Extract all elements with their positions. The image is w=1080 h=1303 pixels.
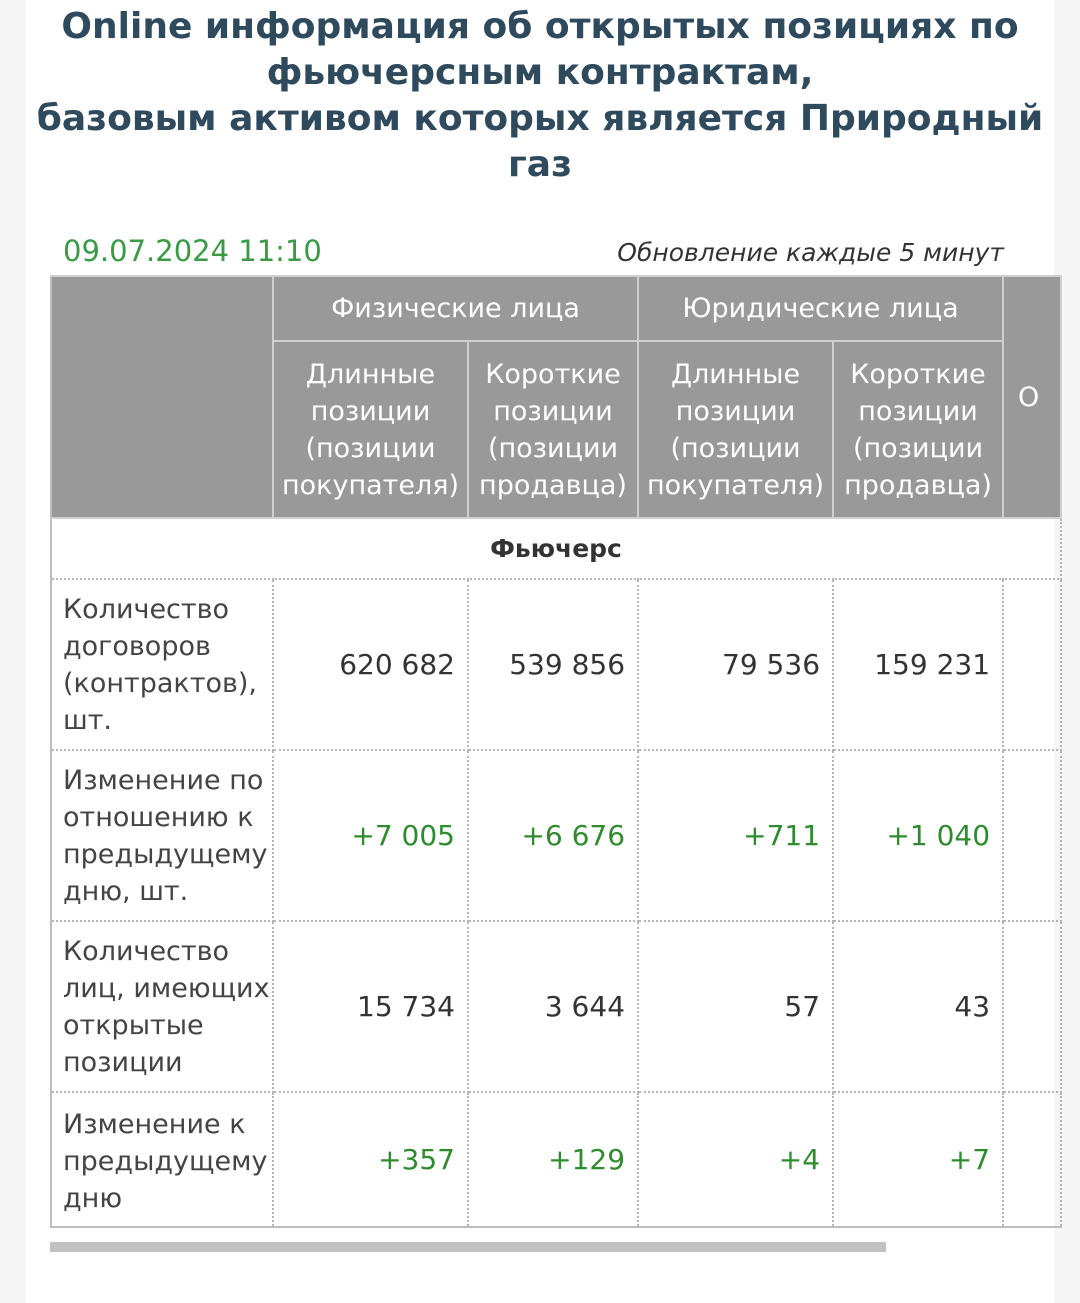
row-label xyxy=(51,579,273,750)
row-label-line: Изменение к xyxy=(63,1109,246,1140)
header-line: (позиции xyxy=(852,432,984,464)
horizontal-scrollbar-thumb[interactable] xyxy=(50,1242,886,1252)
table-row xyxy=(51,750,1061,921)
section-row xyxy=(51,518,1061,579)
title-line-4: газ xyxy=(507,144,573,185)
row-label-line: шт. xyxy=(63,704,113,736)
header-individuals-long xyxy=(273,341,468,518)
header-line: позиции xyxy=(310,395,431,427)
cell-clipped xyxy=(1003,579,1061,750)
page-title xyxy=(26,4,1054,188)
row-label-line: предыдущему xyxy=(63,1146,268,1177)
header-line: Короткие xyxy=(850,358,986,390)
row-label-line: Изменение по xyxy=(63,764,264,796)
header-line: покупателя) xyxy=(281,469,460,501)
page xyxy=(26,0,1054,1303)
section-futures-label: Фьючерс xyxy=(51,518,1061,579)
cell-value: 57 xyxy=(638,921,833,1092)
table-row xyxy=(51,921,1061,1092)
cell-value-change: +711 xyxy=(638,750,833,921)
header-legal-short xyxy=(833,341,1003,518)
cell-value: 15 734 xyxy=(273,921,468,1092)
row-label-line: Количество xyxy=(63,593,230,625)
title-line-1: Online информация об открытых позициях по xyxy=(61,6,1019,47)
header-line: Длинные xyxy=(670,358,801,390)
row-label-line: лиц, имеющих xyxy=(63,972,270,1004)
row-label xyxy=(51,750,273,921)
row-label-line: отношению к xyxy=(63,801,254,833)
header-line: Короткие xyxy=(485,358,621,390)
cell-value: 620 682 xyxy=(273,579,468,750)
cell-clipped xyxy=(1003,1092,1061,1227)
header-group-row xyxy=(51,276,1061,341)
header-individuals: Физические лица xyxy=(273,276,638,341)
title-line-3: базовым активом которых является Природный xyxy=(36,98,1044,139)
cell-value: 539 856 xyxy=(468,579,638,750)
header-line: (позиции xyxy=(305,432,436,464)
cell-value-change: +129 xyxy=(468,1092,638,1227)
cell-value: 159 231 xyxy=(833,579,1003,750)
cell-value-change: +7 005 xyxy=(273,750,468,921)
row-label-line: (контрактов), xyxy=(63,667,258,699)
row-label xyxy=(51,921,273,1092)
header-line: покупателя) xyxy=(647,469,825,501)
cell-clipped xyxy=(1003,921,1061,1092)
update-frequency-note: Обновление каждые 5 минут xyxy=(617,238,1004,267)
header-line: позиции xyxy=(858,395,978,427)
cell-value: 3 644 xyxy=(468,921,638,1092)
row-label-line: дню, шт. xyxy=(63,875,189,907)
open-positions-table xyxy=(50,275,1062,1228)
header-total-clipped: О xyxy=(1003,276,1061,518)
row-label-line: дню xyxy=(63,1183,123,1214)
cell-value-change: +7 xyxy=(833,1092,1003,1227)
row-label-line: договоров xyxy=(63,630,211,662)
header-legal-long xyxy=(638,341,833,518)
header-legal-entities: Юридические лица xyxy=(638,276,1003,341)
row-label-line: Количество xyxy=(63,935,230,967)
cell-value: 79 536 xyxy=(638,579,833,750)
table-row xyxy=(51,579,1061,750)
open-positions-table-scroll[interactable] xyxy=(50,275,1040,1227)
header-line: продавца) xyxy=(479,469,627,501)
header-corner-cell xyxy=(51,276,273,518)
header-individuals-short xyxy=(468,341,638,518)
table-row xyxy=(51,1092,1061,1227)
title-line-2: фьючерсным контрактам, xyxy=(266,52,814,93)
header-line: продавца) xyxy=(844,469,992,501)
cell-value-change: +4 xyxy=(638,1092,833,1227)
cell-value-change: +357 xyxy=(273,1092,468,1227)
cell-clipped xyxy=(1003,750,1061,921)
cell-value: 43 xyxy=(833,921,1003,1092)
row-label-line: открытые xyxy=(63,1009,204,1041)
header-line: Длинные xyxy=(305,358,436,390)
header-line: (позиции xyxy=(670,432,801,464)
update-datetime: 09.07.2024 11:10 xyxy=(63,234,322,268)
header-line: (позиции xyxy=(487,432,619,464)
row-label-line: предыдущему xyxy=(63,838,268,870)
row-label-line: позиции xyxy=(63,1046,183,1078)
cell-value-change: +1 040 xyxy=(833,750,1003,921)
cell-value-change: +6 676 xyxy=(468,750,638,921)
row-label xyxy=(51,1092,273,1227)
header-line: позиции xyxy=(675,395,796,427)
header-line: позиции xyxy=(493,395,613,427)
